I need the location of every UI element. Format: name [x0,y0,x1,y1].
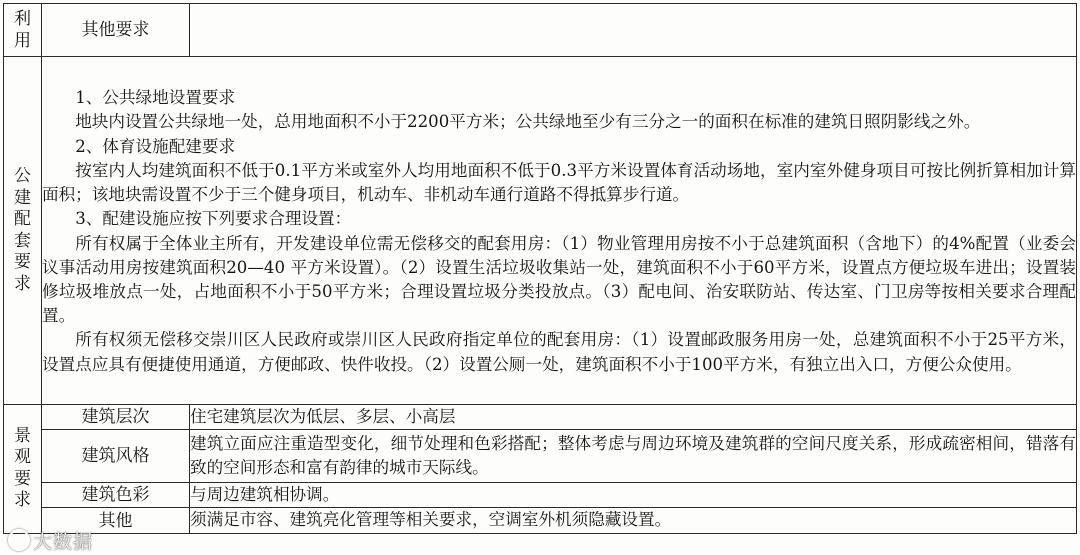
watermark [8,527,93,554]
usage-section-label: 利 用 [4,4,42,57]
sports-facility-text: 按室内人均建筑面积不低于0.1平方米或室外人均用地面积不低于0.3平方米设置体育活动场地，室内室外健身项目可按比例折算相加计算面积；该地块需设置不少于三个健身项目，机动车、非机动车通行道路不得抵算步行道。 [42,160,1076,205]
building-style-value: 建筑立面应注重造型变化，细节处理和色彩搭配；整体考虑与周边环境及建筑群的空间尺度关系，形成疏密相间，错落有致的空间形态和富有韵律的城市天际线。 [190,430,1077,483]
other-requirements-row [4,4,1077,57]
landscape-row-building-levels [4,405,1077,430]
landscape-row-other [4,508,1077,533]
building-style-label: 建筑风格 [42,430,190,483]
green-space-heading: 1、公共绿地设置要求 [75,88,236,108]
other-requirements-label: 其他要求 [42,4,190,57]
watermark-text: 大数据 [33,531,94,553]
public-facilities-section-label: 公 建 配 套 要 求 [4,57,42,405]
other-landscape-value: 须满足市容、建筑亮化管理等相关要求，空调室外机须隐藏设置。 [190,508,1077,533]
public-facilities-row [4,57,1077,405]
landscape-section-label: 景 观 要 求 [4,405,42,534]
government-facility-text: 所有权须无偿移交崇川区人民政府或崇川区人民政府指定单位的配套用房：（1）设置邮政服务用房一处，总建筑面积不小于25平方米，设置点应具有便捷使用通道，方便邮政、快件收投。（2）设置公厕一处，建筑面积不小于100平方米，有独立出入口，方便公众使用。 [42,330,1076,374]
owner-facility-text: 所有权属于全体业主所有，开发建设单位需无偿移交的配套用房：（1）物业管理用房按不小于总建筑面积（含地下）的4%配置（业委会议事活动用房按建筑面积20—40 平方米设置）。（2）设置生活垃圾收集站一处，建筑面积不小于60平方米，设置点方便垃圾车进出；设置装修垃圾堆放点一处，占地面积不小于50平方米；合理设置垃圾分类投放点。（3）配电间、治安联防站、传达室、门卫房等按相关要求合理配置。 [42,233,1076,326]
planning-requirements-table [3,3,1077,534]
watermark-logo-icon [8,529,30,551]
building-color-value: 与周边建筑相协调。 [190,483,1077,508]
green-space-text: 地块内设置公共绿地一处，总用地面积不小于2200平方米；公共绿地至少有三分之一的面积在标准的建筑日照阴影线之外。 [75,112,981,132]
landscape-row-building-style [4,430,1077,483]
sports-facility-heading: 2、体育设施配建要求 [75,136,236,156]
other-requirements-value [190,4,1077,57]
other-landscape-label: 其他 [42,508,190,533]
landscape-row-building-color [4,483,1077,508]
building-levels-value: 住宅建筑层次为低层、多层、小高层 [190,405,1077,430]
public-facilities-content [42,57,1077,405]
supporting-facility-heading: 3、配建设施应按下列要求合理设置： [75,209,352,229]
building-levels-label: 建筑层次 [42,405,190,430]
building-color-label: 建筑色彩 [42,483,190,508]
